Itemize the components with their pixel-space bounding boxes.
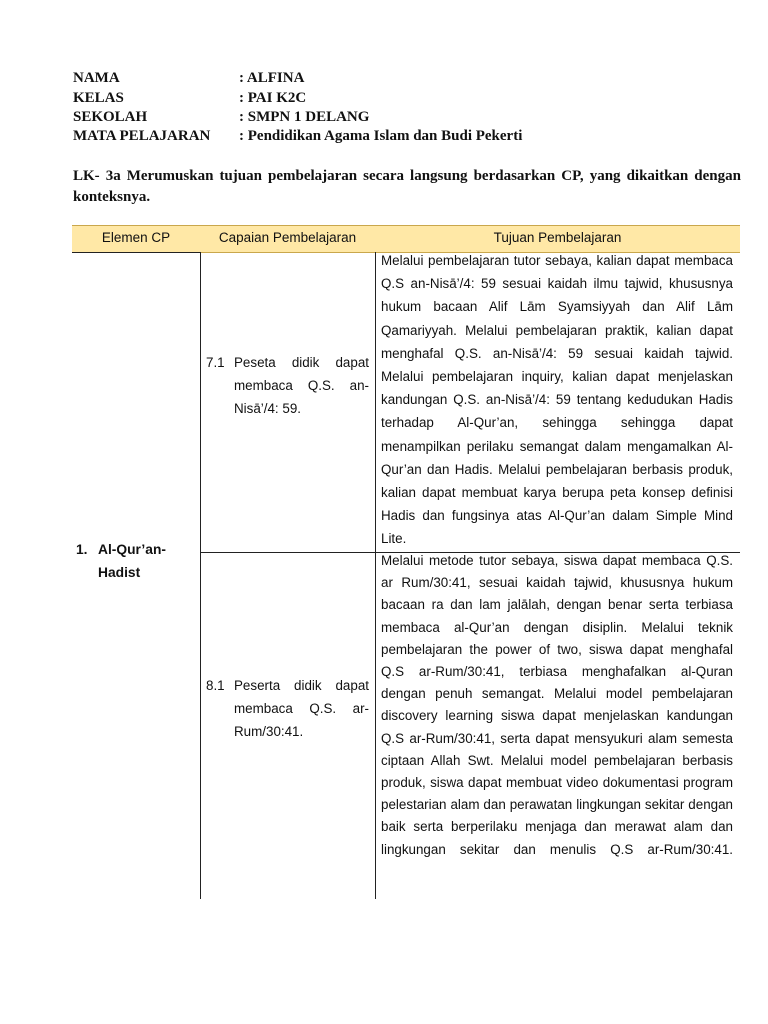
cp-number: 7.1 xyxy=(206,355,225,370)
row-divider xyxy=(72,252,200,253)
header-capaian: Capaian Pembelajaran xyxy=(218,230,357,245)
header-key: MATA PELAJARAN xyxy=(73,128,211,144)
column-divider xyxy=(200,252,201,899)
tujuan-cell-2: Melalui metode tutor sebaya, siswa dapat membaca Q.S. ar Rum/30:41, sesuai kaidah tajwid, khususnya hukum bacaan ra dan lam jalālah, dengan benar serta terbiasa membaca al-Qur’an dengan disiplin. Melalui teknik pembelajaran the power of two, siswa dapat menghafal Q.S ar-Rum/30:41, terbiasa menghafalkan al-Quran dengan penuh semangat. Melalui model pembelajaran discovery learning siswa dapat menjelaskan kandungan Q.S ar-Rum/30:41, serta dapat mensyukuri alam semesta ciptaan Allah Swt. Melalui model pembelajaran berbasis produk, siswa dapat membuat video dokumentasi program pelestarian alam dan perawatan lingkungan sekitar dengan baik serta berperilaku menjaga dan merawat alam dan lingkungan sekitar dan menulis Q.S ar-Rum/30:41. xyxy=(381,553,733,857)
cp-number: 8.1 xyxy=(206,678,225,693)
column-divider xyxy=(375,252,376,899)
header-tujuan: Tujuan Pembelajaran xyxy=(493,230,622,245)
cp-text: Peserta didik dapat membaca Q.S. ar-Rum/30:41. xyxy=(234,678,369,739)
header-value: : SMPN 1 DELANG xyxy=(239,109,370,125)
header-value: : ALFINA xyxy=(239,70,305,86)
tujuan-cell-1: Melalui pembelajaran tutor sebaya, kalian dapat membaca Q.S an-Nisā’/4: 59 sesuai kaidah ilmu tajwid, khususnya hukum bacaan Alif Lām Syamsiyyah dan Alif Lām Qamariyyah. Melalui pembelajaran praktik, kalian dapat menghafal Q.S. an-Nisā’/4: 59 sesuai kaidah tajwid. Melalui pembelajaran inquiry, kalian dapat menjelaskan kandungan Q.S. an-Nisā’/4: 59 tentang kedudukan Hadis terhadap Al-Qur’an, sehingga sehingga dapat menampilkan perilaku semangat dalam mengamalkan Al-Qur’an dan Hadis. Melalui pembelajaran berbasis produk, kalian dapat membuat karya berupa peta konsep definisi Hadis dan fungsinya atas Al-Qur’an dalam Simple Mind Lite. xyxy=(381,253,733,547)
header-value: : PAI K2C xyxy=(239,90,307,106)
header-key: KELAS xyxy=(73,90,124,106)
header-key: NAMA xyxy=(73,70,120,86)
task-statement: LK- 3a Merumuskan tujuan pembelajaran secara langsung berdasarkan CP, yang dikaitkan dengan konteksnya. xyxy=(73,168,741,205)
elemen-text: Al-Qur’an-Hadist xyxy=(98,542,166,580)
cp-text: Peseta didik dapat membaca Q.S. an-Nisā’/4: 59. xyxy=(234,355,369,416)
elemen-number: 1. xyxy=(76,542,88,557)
header-elemen-cp: Elemen CP xyxy=(101,230,171,245)
header-value: : Pendidikan Agama Islam dan Budi Pekerti xyxy=(239,128,523,144)
header-key: SEKOLAH xyxy=(73,109,148,125)
